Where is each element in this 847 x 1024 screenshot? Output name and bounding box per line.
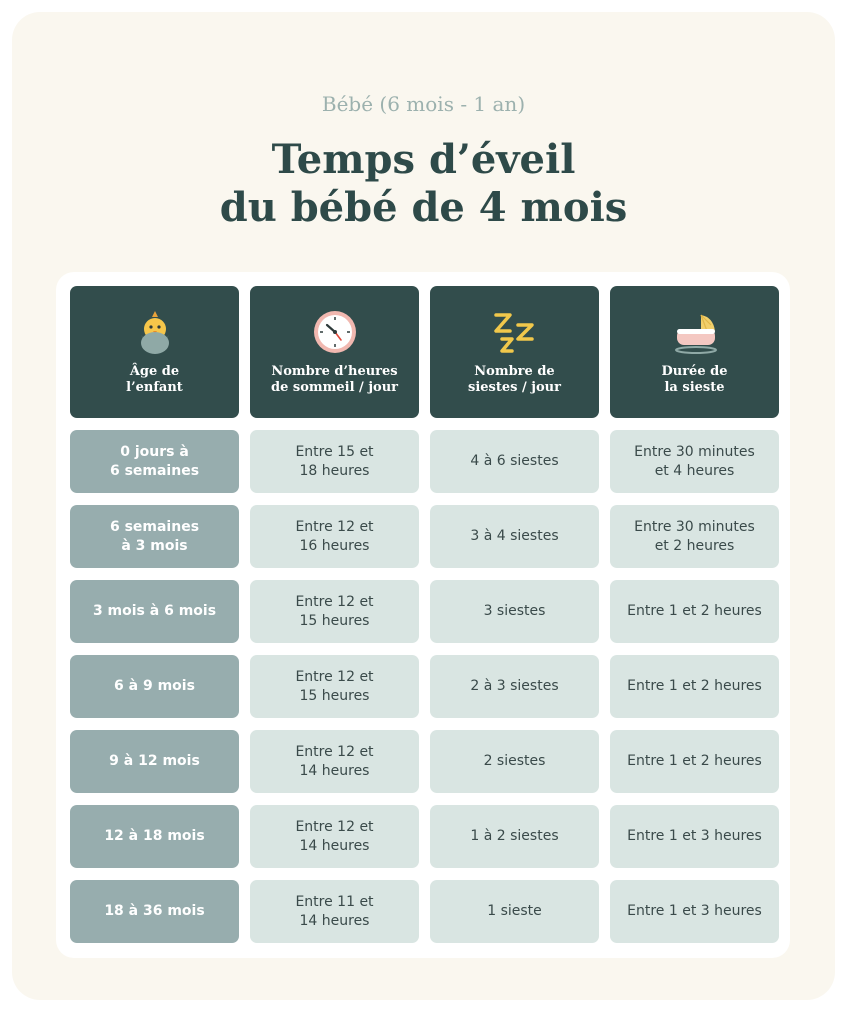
- cradle-icon: [671, 308, 719, 356]
- title-line-1: Temps d’éveil: [271, 136, 576, 183]
- nap-duration-cell: Entre 1 et 2 heures: [610, 580, 779, 643]
- chick-icon: [138, 308, 172, 356]
- header-age: [70, 286, 239, 418]
- naps-cell: 2 siestes: [430, 730, 599, 793]
- nap-duration-cell: Entre 1 et 2 heures: [610, 730, 779, 793]
- sleep-zzz-icon: [492, 308, 538, 356]
- sleep-hours-cell: Entre 12 et 14 heures: [250, 730, 419, 793]
- category-subtitle: Bébé (6 mois - 1 an): [321, 92, 526, 116]
- sleep-table: [70, 286, 779, 943]
- sleep-hours-cell: Entre 12 et 15 heures: [250, 580, 419, 643]
- nap-duration-cell: Entre 1 et 3 heures: [610, 880, 779, 943]
- naps-cell: 2 à 3 siestes: [430, 655, 599, 718]
- naps-cell: 3 à 4 siestes: [430, 505, 599, 568]
- sleep-hours-cell: Entre 15 et 18 heures: [250, 430, 419, 493]
- clock-icon: [312, 308, 358, 356]
- header-nap-duration-label: Durée de la sieste: [661, 364, 728, 395]
- nap-duration-cell: Entre 30 minutes et 2 heures: [610, 505, 779, 568]
- sleep-hours-cell: Entre 11 et 14 heures: [250, 880, 419, 943]
- age-cell: 12 à 18 mois: [70, 805, 239, 868]
- sleep-hours-cell: Entre 12 et 15 heures: [250, 655, 419, 718]
- age-cell: 6 à 9 mois: [70, 655, 239, 718]
- header-nap-duration: [610, 286, 779, 418]
- header-sleep-hours: [250, 286, 419, 418]
- sleep-hours-cell: Entre 12 et 16 heures: [250, 505, 419, 568]
- title-line-2: du bébé de 4 mois: [219, 184, 628, 231]
- naps-cell: 1 sieste: [430, 880, 599, 943]
- naps-cell: 3 siestes: [430, 580, 599, 643]
- age-cell: 9 à 12 mois: [70, 730, 239, 793]
- header-age-label: Âge de l’enfant: [126, 364, 183, 395]
- page-title: [12, 136, 835, 232]
- header-sleep-hours-label: Nombre d’heures de sommeil / jour: [270, 364, 398, 395]
- nap-duration-cell: Entre 30 minutes et 4 heures: [610, 430, 779, 493]
- age-cell: 6 semaines à 3 mois: [70, 505, 239, 568]
- header-naps-label: Nombre de siestes / jour: [468, 364, 561, 395]
- nap-duration-cell: Entre 1 et 2 heures: [610, 655, 779, 718]
- age-cell: 18 à 36 mois: [70, 880, 239, 943]
- nap-duration-cell: Entre 1 et 3 heures: [610, 805, 779, 868]
- age-cell: 3 mois à 6 mois: [70, 580, 239, 643]
- sleep-hours-cell: Entre 12 et 14 heures: [250, 805, 419, 868]
- header-naps: [430, 286, 599, 418]
- naps-cell: 4 à 6 siestes: [430, 430, 599, 493]
- naps-cell: 1 à 2 siestes: [430, 805, 599, 868]
- age-cell: 0 jours à 6 semaines: [70, 430, 239, 493]
